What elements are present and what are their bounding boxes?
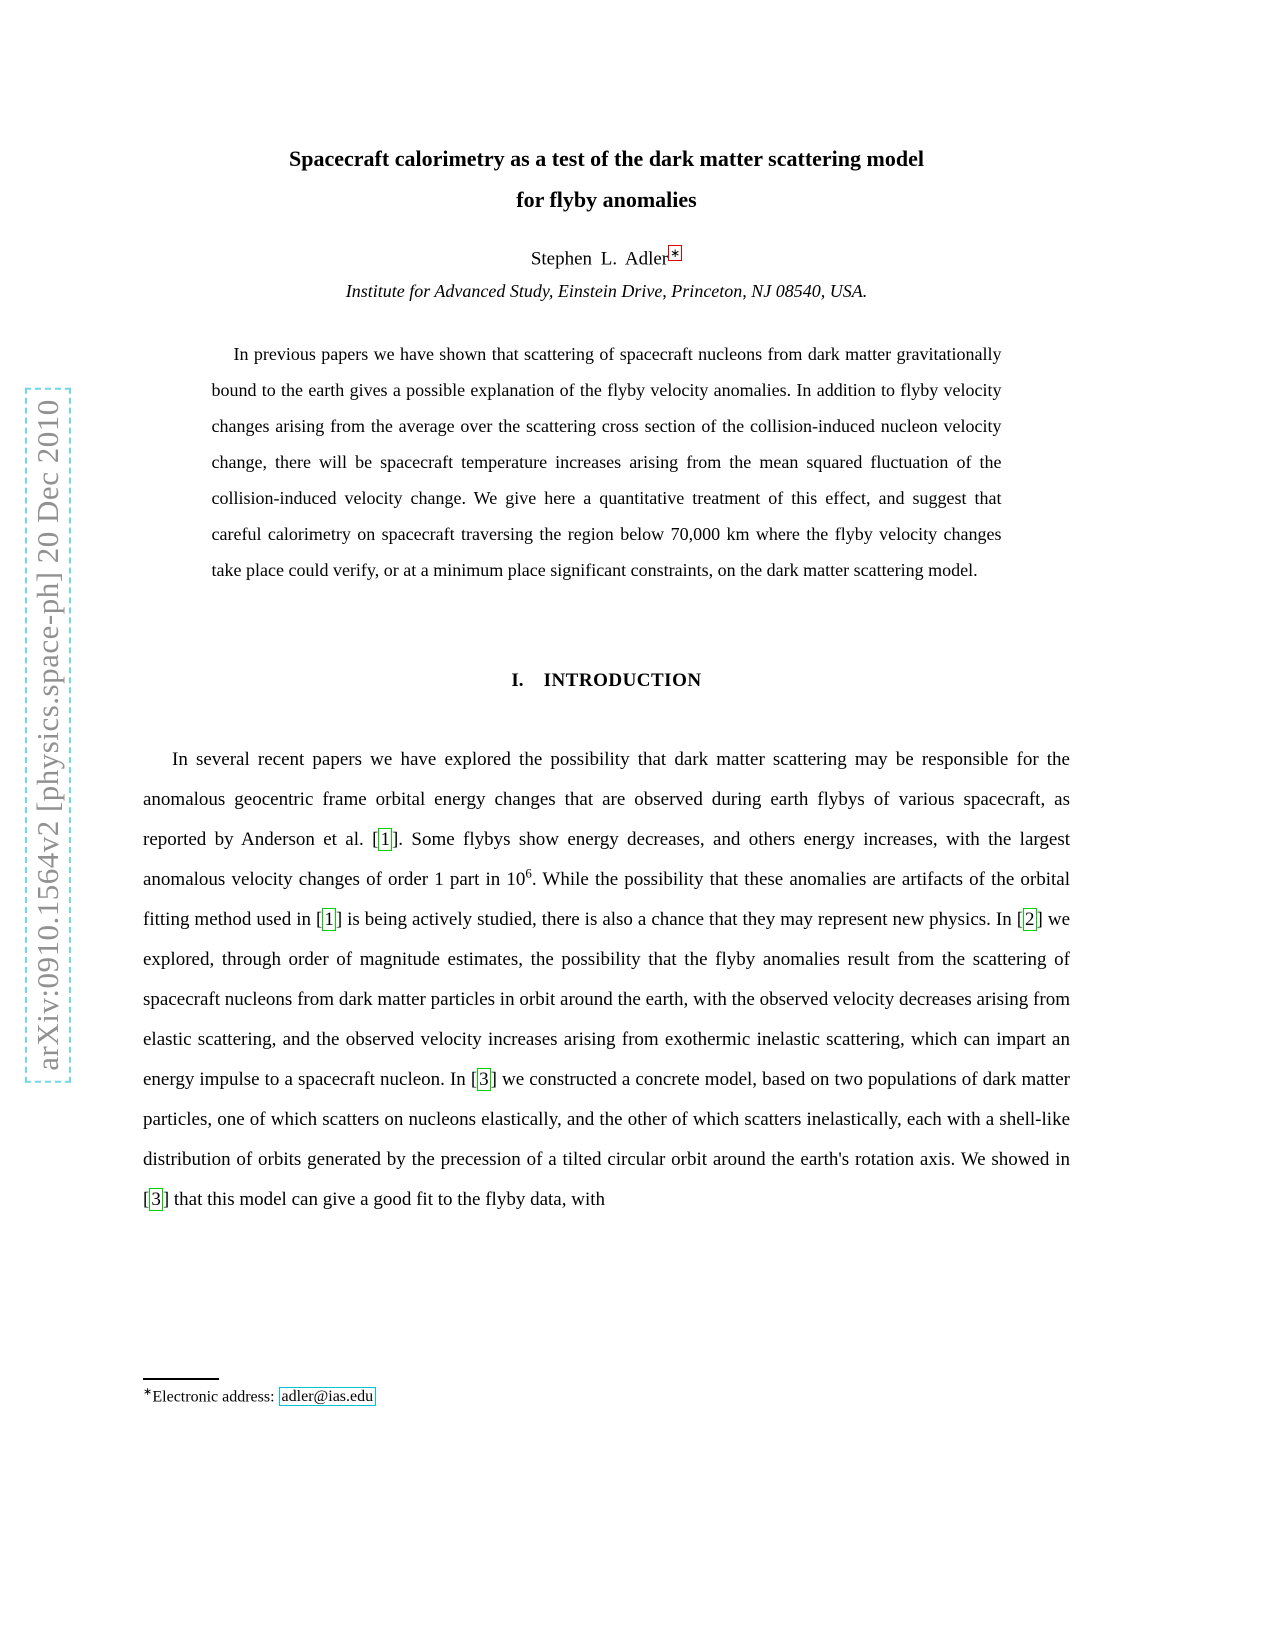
- footnote-mark: ∗: [143, 1386, 153, 1398]
- footnote-label: Electronic address:: [152, 1388, 279, 1406]
- email-link[interactable]: adler@ias.edu: [279, 1387, 377, 1406]
- author-name: Stephen L. Adler: [530, 248, 669, 270]
- citation-link-2[interactable]: 2: [1025, 909, 1035, 931]
- paragraph-text: ] we constructed a concrete model, based on two populations of dark matter particles, one of which scatters on nucleons elastically, and the other of which scatters inelastically, each with a shell-like distribution of orbits generated by the precession of a tilted circular orbit around the earth's rotation axis. We showed in [: [143, 1069, 1070, 1211]
- citation-link-1[interactable]: 1: [380, 829, 390, 851]
- paragraph-text: . While the possibility that these anomalies are artifacts of the orbital fitting method used in [: [143, 869, 1070, 931]
- footnote: [143, 1378, 1070, 1406]
- paragraph-text: ] we explored, through order of magnitude estimates, the possibility that the flyby anomalies result from the scattering of spacecraft nucleons from dark matter particles in orbit around the earth, with the observed velocity decreases arising from elastic scattering, and the observed velocity increases arising from exothermic inelastic scattering, which can impart an energy impulse to a spacecraft nucleon. In [: [143, 909, 1071, 1091]
- exponent-text: 6: [525, 866, 532, 881]
- section-number: I.: [511, 670, 524, 692]
- paper-content: [143, 0, 1070, 1239]
- paragraph-text: ] that this model can give a good fit to the flyby data, with: [162, 1189, 606, 1211]
- paragraph-text: ] is being actively studied, there is also a chance that they may represent new physics. In [: [335, 909, 1024, 931]
- paragraph-text: In several recent papers we have explored the possibility that dark matter scattering may be responsible for the anomalous geocentric frame orbital energy changes that are observed during earth flybys of various spacecraft, as reported by Anderson et al. [: [143, 749, 1070, 851]
- paper-title-line2: for flyby anomalies: [516, 187, 697, 212]
- intro-paragraph: [143, 740, 1070, 1220]
- citation-link-3b[interactable]: 3: [151, 1189, 161, 1211]
- paragraph-text: ]. Some flybys show energy decreases, and others energy increases, with the largest anomalous velocity changes of order 1 part in 10: [143, 829, 1070, 891]
- section-heading-introduction: [143, 670, 1070, 692]
- citation-link-3[interactable]: 3: [479, 1069, 489, 1091]
- paper-title: [143, 138, 1070, 220]
- affiliation: Institute for Advanced Study, Einstein Drive, Princeton, NJ 08540, USA.: [345, 281, 868, 302]
- footnote-text: [143, 1387, 1070, 1406]
- paper-title-line1: Spacecraft calorimetry as a test of the dark matter scattering model: [289, 146, 924, 171]
- author-line: [143, 247, 1070, 270]
- citation-link-1b[interactable]: 1: [324, 909, 334, 931]
- arxiv-id-text: arXiv:0910.1564v2 [physics.space-ph] 20 Dec 2010: [30, 399, 65, 1071]
- arxiv-watermark-link[interactable]: [25, 387, 71, 1082]
- author-footnote-link[interactable]: ∗: [670, 246, 681, 260]
- footnote-rule: [143, 1378, 219, 1380]
- abstract: In previous papers we have shown that scattering of spacecraft nucleons from dark matter gravitationally bound to the earth gives a possible explanation of the flyby velocity anomalies. In addition to flyby velocity changes arising from the average over the scattering cross section of the collision-induced nucleon velocity change, there will be spacecraft temperature increases arising from the mean squared fluctuation of the collision-induced velocity change. We give here a quantitative treatment of this effect, and suggest that careful calorimetry on spacecraft traversing the region below 70,000 km where the flyby velocity changes take place could verify, or at a minimum place significant constraints, on the dark matter scattering model.: [211, 344, 1002, 581]
- section-title: INTRODUCTION: [543, 670, 702, 692]
